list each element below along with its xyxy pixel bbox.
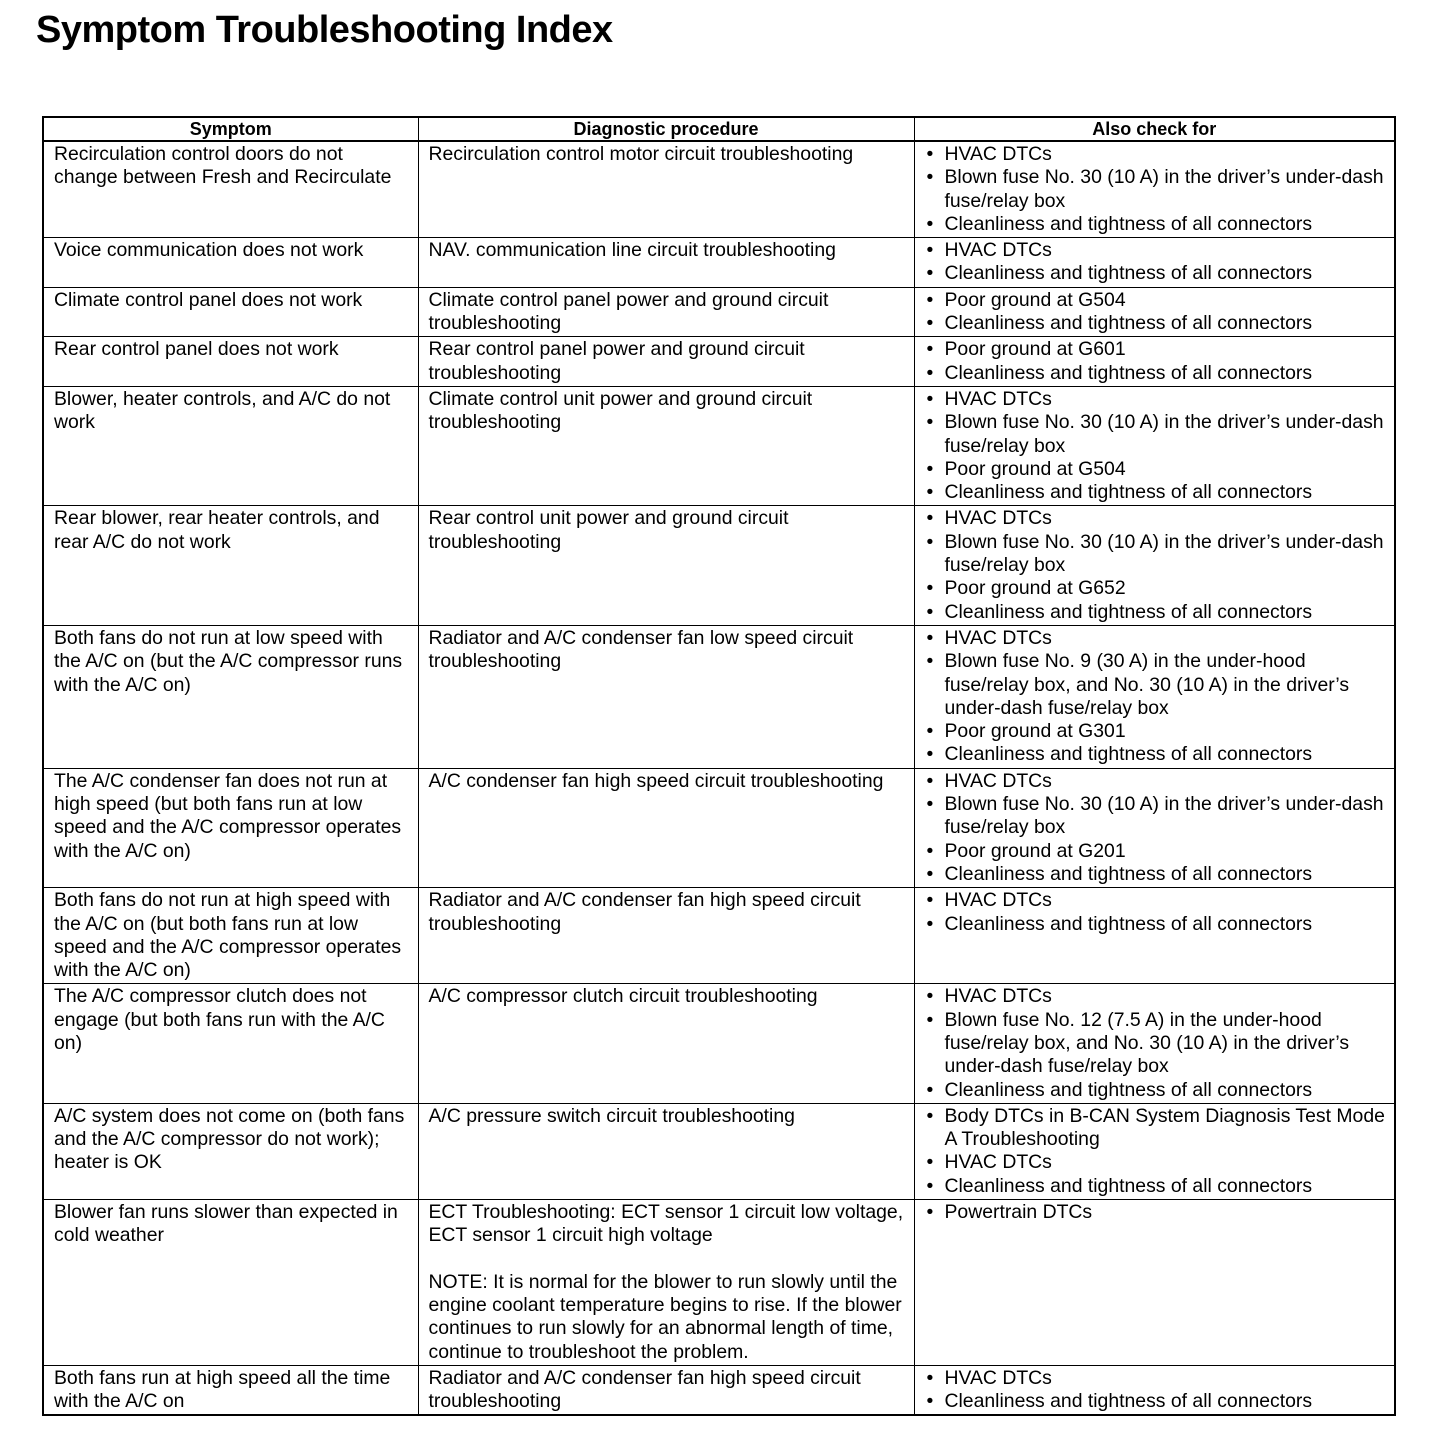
checks-list — [925, 627, 1389, 767]
check-item: • HVAC DTCs — [925, 507, 1389, 530]
check-item: • Cleanliness and tightness of all connectors — [925, 601, 1389, 624]
procedure-cell: Radiator and A/C condenser fan high speed circuit troubleshooting — [418, 888, 914, 984]
symptom-cell: Rear control panel does not work — [43, 337, 418, 387]
check-item: • Cleanliness and tightness of all connectors — [925, 1390, 1389, 1413]
checks-cell — [914, 386, 1395, 505]
checks-list — [925, 1201, 1389, 1224]
checks-list — [925, 507, 1389, 623]
symptom-cell: The A/C condenser fan does not run at high speed (but both fans run at low speed and the A/C compressor operates with the A/C on) — [43, 768, 418, 887]
procedure-cell: Climate control panel power and ground circuit troubleshooting — [418, 287, 914, 337]
check-item: • HVAC DTCs — [925, 627, 1389, 650]
checks-cell — [914, 238, 1395, 288]
check-item: • HVAC DTCs — [925, 1367, 1389, 1390]
checks-list — [925, 143, 1389, 236]
symptom-cell: Both fans do not run at high speed with the A/C on (but both fans run at low speed and the A/C compressor operates with the A/C on) — [43, 888, 418, 984]
table-row — [43, 888, 1395, 984]
table-row — [43, 238, 1395, 288]
check-item: • Cleanliness and tightness of all connectors — [925, 312, 1389, 335]
symptom-cell: Blower fan runs slower than expected in cold weather — [43, 1200, 418, 1366]
troubleshooting-table — [42, 116, 1396, 1416]
column-header-symptom: Symptom — [43, 117, 418, 141]
check-item: • HVAC DTCs — [925, 770, 1389, 793]
checks-cell — [914, 287, 1395, 337]
checks-list — [925, 338, 1389, 385]
check-item: • Powertrain DTCs — [925, 1201, 1389, 1224]
checks-cell — [914, 768, 1395, 887]
column-header-also-check-for: Also check for — [914, 117, 1395, 141]
table-row — [43, 506, 1395, 625]
procedure-cell: Rear control unit power and ground circuit troubleshooting — [418, 506, 914, 625]
check-item: • Poor ground at G601 — [925, 338, 1389, 361]
procedure-cell — [418, 1200, 914, 1366]
checks-cell — [914, 984, 1395, 1103]
check-item: • Cleanliness and tightness of all connectors — [925, 362, 1389, 385]
symptom-cell: Recirculation control doors do not change between Fresh and Recirculate — [43, 141, 418, 238]
check-item: • Blown fuse No. 30 (10 A) in the driver’s under-dash fuse/relay box — [925, 411, 1389, 458]
checks-list — [925, 289, 1389, 336]
checks-cell — [914, 141, 1395, 238]
check-item: • Blown fuse No. 12 (7.5 A) in the under-hood fuse/relay box, and No. 30 (10 A) in the driver’s under-dash fuse/relay box — [925, 1009, 1389, 1079]
procedure-cell: A/C pressure switch circuit troubleshooting — [418, 1103, 914, 1199]
table-header-row — [43, 117, 1395, 141]
procedure-cell: A/C compressor clutch circuit troubleshooting — [418, 984, 914, 1103]
check-item: • HVAC DTCs — [925, 1151, 1389, 1174]
check-item: • Cleanliness and tightness of all connectors — [925, 863, 1389, 886]
checks-list — [925, 239, 1389, 286]
check-item: • Poor ground at G201 — [925, 840, 1389, 863]
symptom-cell: Both fans do not run at low speed with the A/C on (but the A/C compressor runs with the A/C on) — [43, 625, 418, 768]
check-item: • Cleanliness and tightness of all connectors — [925, 213, 1389, 236]
checks-list — [925, 985, 1389, 1101]
procedure-cell: Rear control panel power and ground circuit troubleshooting — [418, 337, 914, 387]
check-item: • Poor ground at G301 — [925, 720, 1389, 743]
check-item: • Cleanliness and tightness of all connectors — [925, 913, 1389, 936]
check-item: • Blown fuse No. 9 (30 A) in the under-hood fuse/relay box, and No. 30 (10 A) in the driver’s under-dash fuse/relay box — [925, 650, 1389, 720]
table-row — [43, 141, 1395, 238]
symptom-cell: Climate control panel does not work — [43, 287, 418, 337]
procedure-text: ECT Troubleshooting: ECT sensor 1 circuit low voltage, ECT sensor 1 circuit high voltage — [428, 1201, 904, 1247]
check-item: • Cleanliness and tightness of all connectors — [925, 743, 1389, 766]
check-item: • Cleanliness and tightness of all connectors — [925, 1175, 1389, 1198]
checks-cell — [914, 1103, 1395, 1199]
symptom-cell: Rear blower, rear heater controls, and rear A/C do not work — [43, 506, 418, 625]
check-item: • HVAC DTCs — [925, 239, 1389, 262]
check-item: • Poor ground at G504 — [925, 458, 1389, 481]
checks-cell — [914, 1365, 1395, 1415]
checks-list — [925, 1105, 1389, 1198]
table-row — [43, 1365, 1395, 1415]
checks-cell — [914, 888, 1395, 984]
checks-list — [925, 1367, 1389, 1414]
checks-cell — [914, 1200, 1395, 1366]
symptom-cell: Voice communication does not work — [43, 238, 418, 288]
procedure-cell: Recirculation control motor circuit troubleshooting — [418, 141, 914, 238]
check-item: • HVAC DTCs — [925, 889, 1389, 912]
table-row — [43, 1200, 1395, 1366]
table-row — [43, 386, 1395, 505]
check-item: • Cleanliness and tightness of all connectors — [925, 481, 1389, 504]
check-item: • Blown fuse No. 30 (10 A) in the driver’s under-dash fuse/relay box — [925, 531, 1389, 578]
check-item: • Cleanliness and tightness of all connectors — [925, 262, 1389, 285]
procedure-note: NOTE: It is normal for the blower to run slowly until the engine coolant temperature begins to rise. If the blower continues to run slowly for an abnormal length of time, continue to troubleshoot the problem. — [428, 1270, 902, 1363]
checks-cell — [914, 506, 1395, 625]
symptom-cell: A/C system does not come on (both fans and the A/C compressor do not work); heater is OK — [43, 1103, 418, 1199]
procedure-cell: A/C condenser fan high speed circuit troubleshooting — [418, 768, 914, 887]
checks-list — [925, 889, 1389, 936]
checks-list — [925, 388, 1389, 504]
check-item: • HVAC DTCs — [925, 143, 1389, 166]
procedure-cell: NAV. communication line circuit troubleshooting — [418, 238, 914, 288]
check-item: • Poor ground at G504 — [925, 289, 1389, 312]
symptom-cell: The A/C compressor clutch does not engage (but both fans run with the A/C on) — [43, 984, 418, 1103]
table-row — [43, 337, 1395, 387]
procedure-cell: Climate control unit power and ground circuit troubleshooting — [418, 386, 914, 505]
symptom-cell: Both fans run at high speed all the time with the A/C on — [43, 1365, 418, 1415]
check-item: • HVAC DTCs — [925, 985, 1389, 1008]
page-title: Symptom Troubleshooting Index — [36, 9, 613, 51]
table-row — [43, 287, 1395, 337]
table-row — [43, 984, 1395, 1103]
checks-list — [925, 770, 1389, 886]
check-item: • Poor ground at G652 — [925, 577, 1389, 600]
procedure-cell: Radiator and A/C condenser fan high speed circuit troubleshooting — [418, 1365, 914, 1415]
check-item: • Cleanliness and tightness of all connectors — [925, 1079, 1389, 1102]
checks-cell — [914, 625, 1395, 768]
table-row — [43, 768, 1395, 887]
check-item: • Blown fuse No. 30 (10 A) in the driver’s under-dash fuse/relay box — [925, 166, 1389, 213]
column-header-diagnostic-procedure: Diagnostic procedure — [418, 117, 914, 141]
table-row — [43, 625, 1395, 768]
procedure-cell: Radiator and A/C condenser fan low speed circuit troubleshooting — [418, 625, 914, 768]
table-row — [43, 1103, 1395, 1199]
check-item: • Body DTCs in B-CAN System Diagnosis Test Mode A Troubleshooting — [925, 1105, 1389, 1152]
check-item: • Blown fuse No. 30 (10 A) in the driver’s under-dash fuse/relay box — [925, 793, 1389, 840]
checks-cell — [914, 337, 1395, 387]
check-item: • HVAC DTCs — [925, 388, 1389, 411]
symptom-cell: Blower, heater controls, and A/C do not work — [43, 386, 418, 505]
